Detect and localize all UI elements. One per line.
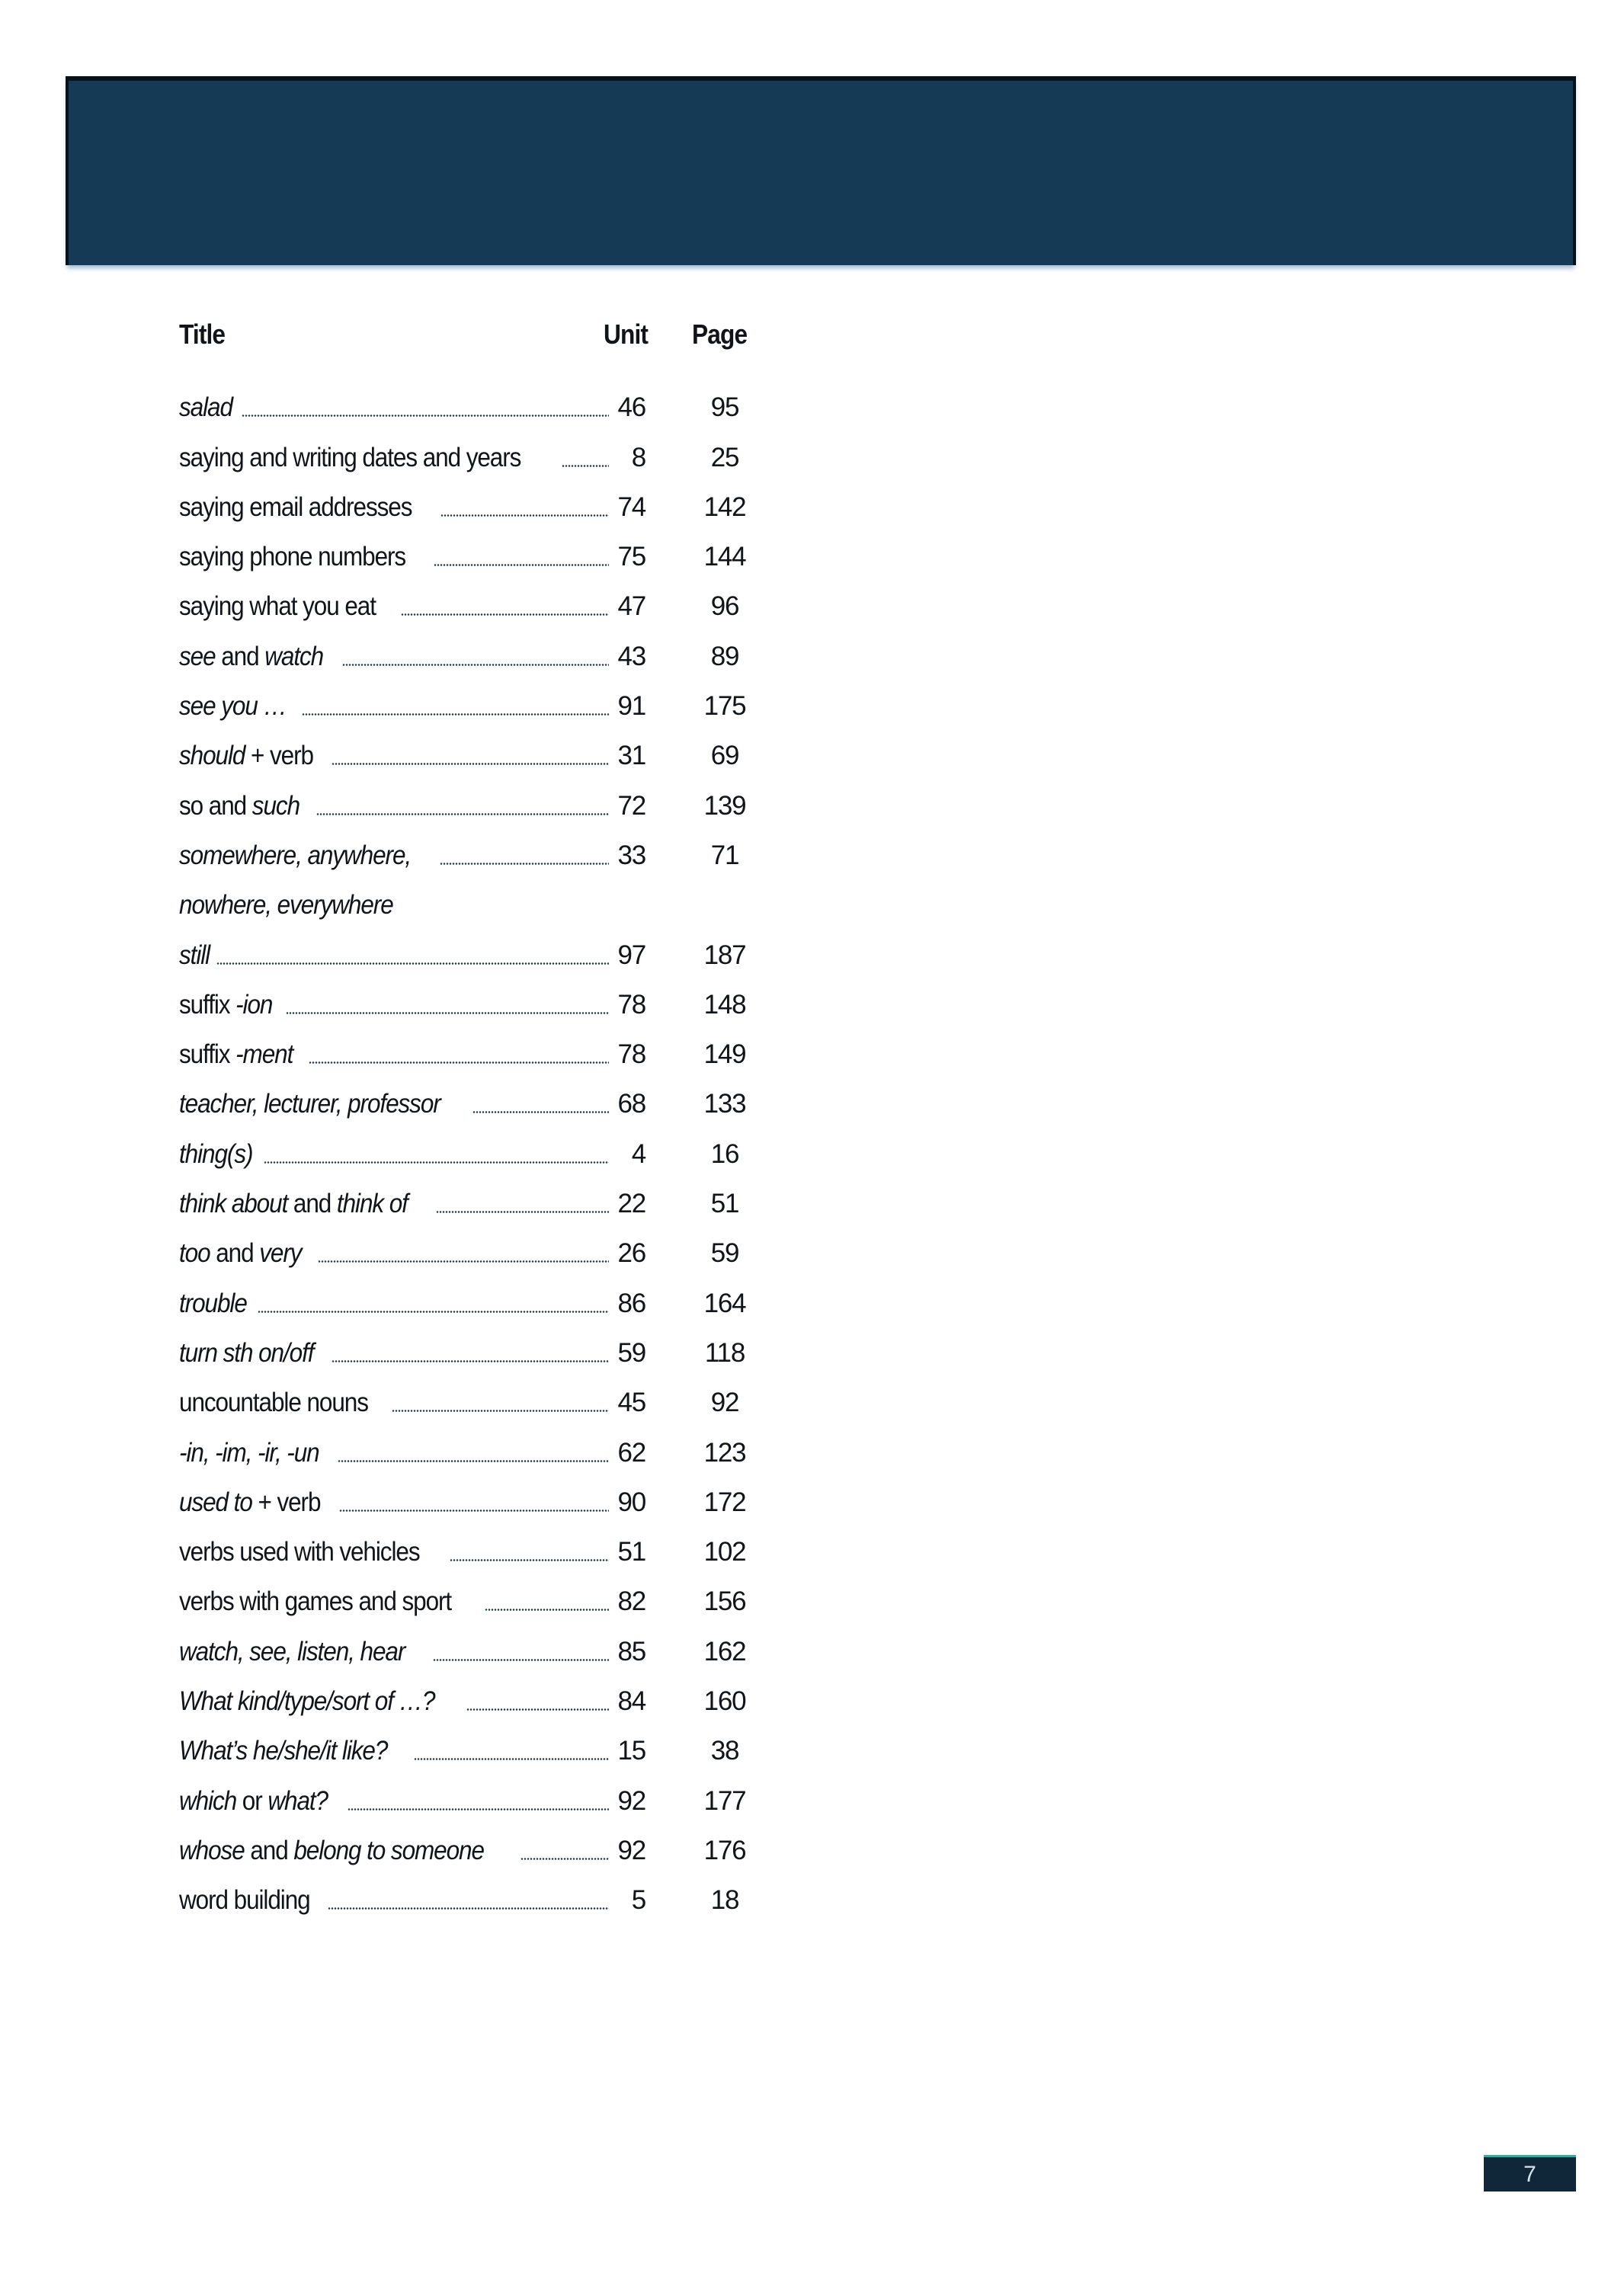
entry-title-italic-segment: think of	[336, 1189, 408, 1219]
index-entry	[179, 1724, 758, 1774]
index-entry-line	[179, 890, 645, 928]
index-entry-line	[179, 840, 645, 879]
entry-title-italic-segment: somewhere, anywhere,	[179, 840, 412, 870]
entry-title-italic-segment: belong to someone	[293, 1835, 484, 1865]
dot-leader	[450, 1559, 609, 1561]
dot-leader	[258, 1311, 609, 1313]
column-header-title: Title	[179, 319, 226, 350]
index-entry-line	[179, 940, 645, 978]
index-entry-line	[179, 1189, 645, 1227]
entry-unit: 15	[617, 1736, 645, 1766]
index-entry-line	[179, 1686, 645, 1724]
dot-leader	[401, 613, 609, 616]
entry-page: 51	[710, 1189, 739, 1219]
entry-unit: 46	[617, 392, 645, 423]
index-entry	[179, 1276, 758, 1326]
entry-title-italic-segment: still	[179, 940, 210, 970]
entry-unit: 78	[617, 1039, 645, 1070]
index-entry-line	[179, 1438, 645, 1476]
index-entry	[179, 1874, 758, 1923]
dot-leader	[521, 1858, 609, 1860]
entry-title	[179, 741, 313, 771]
entry-title-italic-segment: such	[251, 790, 300, 821]
index-entry	[179, 1376, 758, 1426]
index-entry	[179, 381, 758, 431]
entry-page: 92	[710, 1388, 739, 1418]
dot-leader	[328, 1907, 609, 1910]
entry-unit: 22	[617, 1189, 645, 1219]
entry-title-segment: suffix	[179, 1039, 236, 1070]
index-entry-line	[179, 542, 645, 580]
entry-title	[179, 1388, 368, 1418]
dot-leader	[242, 415, 609, 417]
index-entry-line	[179, 1039, 645, 1077]
entry-page: 18	[710, 1885, 739, 1916]
index-entry	[179, 1675, 758, 1724]
entry-title	[179, 591, 376, 622]
entry-unit: 82	[617, 1586, 645, 1617]
entry-title	[179, 990, 272, 1020]
entry-title-italic-segment: what?	[267, 1785, 328, 1816]
entry-title	[179, 1039, 293, 1070]
entry-title-italic-segment: used to	[179, 1487, 252, 1517]
index-entry	[179, 530, 758, 580]
index-entry	[179, 1774, 758, 1823]
entry-page: 149	[703, 1039, 746, 1070]
index-entry-line	[179, 1487, 645, 1526]
entry-title	[179, 791, 299, 821]
entry-page: 172	[703, 1487, 746, 1517]
entry-page: 69	[710, 741, 739, 771]
dot-leader	[440, 514, 609, 517]
index-entry	[179, 1476, 758, 1526]
index-entry-line	[179, 1238, 645, 1276]
entry-title-segment: and	[287, 1189, 337, 1219]
entry-title	[179, 1338, 313, 1369]
entry-unit: 33	[617, 840, 645, 870]
entry-title-italic-segment: trouble	[179, 1288, 247, 1318]
entry-title	[179, 492, 412, 523]
entry-title-italic-segment: -ion	[235, 989, 273, 1020]
entry-page: 148	[703, 989, 746, 1020]
entry-title-italic-segment: salad	[179, 392, 232, 423]
index-entry-line	[179, 642, 645, 680]
index-entry-line	[179, 1289, 645, 1327]
entry-title-italic-segment: whose	[179, 1835, 245, 1865]
index-entry-line	[179, 1885, 645, 1923]
dot-leader	[348, 1808, 609, 1811]
dot-leader	[339, 1510, 609, 1512]
index-entry-line	[179, 1586, 645, 1625]
entry-title	[179, 1686, 434, 1717]
entry-title	[179, 1238, 301, 1269]
entry-title-italic-segment: turn sth on/off	[179, 1337, 314, 1368]
entry-title-segment: suffix	[179, 989, 236, 1020]
entry-title-italic-segment: too	[179, 1238, 210, 1269]
entry-title-segment: saying what you eat	[179, 591, 376, 622]
entry-title-segment: or	[236, 1785, 268, 1816]
entry-page: 164	[703, 1288, 746, 1318]
index-list	[179, 381, 758, 1923]
entry-unit: 85	[617, 1636, 645, 1666]
entry-title-italic-segment: very	[259, 1238, 302, 1269]
entry-title-italic-segment: see you …	[179, 691, 287, 722]
entry-title	[179, 1736, 387, 1766]
entry-page: 123	[703, 1437, 746, 1468]
dot-leader	[562, 465, 609, 467]
entry-title	[179, 940, 210, 971]
index-entry	[179, 779, 758, 828]
index-entry	[179, 1127, 758, 1177]
entry-title-segment: saying email addresses	[179, 491, 412, 522]
index-entry-line	[179, 791, 645, 829]
index-entry	[179, 431, 758, 480]
entry-title	[179, 1289, 247, 1319]
dot-leader	[216, 962, 609, 965]
dot-leader	[414, 1758, 609, 1760]
index-entry	[179, 829, 758, 879]
index-entry-line	[179, 1139, 645, 1177]
entry-title	[179, 642, 323, 672]
index-entry	[179, 1625, 758, 1674]
dot-leader	[316, 813, 609, 815]
entry-title	[179, 1089, 440, 1119]
index-entry	[179, 1426, 758, 1475]
dot-leader	[332, 1360, 609, 1362]
page-number-badge	[1484, 2155, 1576, 2192]
dot-leader	[318, 1260, 609, 1263]
entry-unit: 26	[617, 1238, 645, 1269]
entry-unit: 43	[617, 641, 645, 671]
entry-title	[179, 1836, 484, 1866]
entry-unit: 97	[617, 940, 645, 970]
index-entry-line	[179, 691, 645, 729]
page-number: 7	[1523, 2161, 1536, 2187]
index-entry-line	[179, 1736, 645, 1774]
entry-title-segment: verbs with games and sport	[179, 1586, 452, 1617]
dot-leader	[433, 1659, 609, 1661]
entry-title-italic-segment: think about	[179, 1189, 288, 1219]
entry-page: 176	[703, 1835, 746, 1865]
entry-title-italic-segment: What’s he/she/it like?	[179, 1736, 388, 1766]
index-entry-line	[179, 1338, 645, 1376]
index-entry	[179, 1077, 758, 1127]
dot-leader	[472, 1111, 609, 1113]
index-entry-line	[179, 492, 645, 530]
entry-title	[179, 1189, 408, 1219]
entry-title-italic-segment: -in, -im, -ir, -un	[179, 1437, 319, 1468]
header-band	[66, 76, 1576, 265]
dot-leader	[342, 664, 609, 666]
column-header-unit: Unit	[604, 319, 649, 350]
entry-title-segment: and	[203, 790, 252, 821]
dot-leader	[264, 1161, 609, 1164]
dot-leader	[485, 1609, 609, 1611]
entry-unit: 72	[617, 790, 645, 821]
entry-unit: 59	[617, 1337, 645, 1368]
entry-page: 16	[710, 1138, 739, 1169]
entry-title-italic-segment: should	[179, 741, 245, 771]
entry-unit: 92	[617, 1785, 645, 1816]
entry-title	[179, 1637, 405, 1667]
entry-page: 156	[703, 1586, 746, 1617]
dot-leader	[286, 1012, 609, 1014]
entry-unit: 51	[617, 1537, 645, 1567]
entry-title-segment: and	[215, 641, 265, 671]
index-entry-line	[179, 1836, 645, 1874]
entry-page: 71	[710, 840, 739, 870]
entry-unit: 62	[617, 1437, 645, 1468]
entry-title	[179, 1139, 252, 1170]
entry-title-segment: word building	[179, 1885, 310, 1916]
entry-title	[179, 890, 393, 920]
entry-title-italic-segment: thing(s)	[179, 1138, 253, 1169]
entry-title	[179, 691, 287, 722]
entry-page: 175	[703, 691, 746, 722]
entry-title	[179, 1537, 419, 1567]
entry-unit: 68	[617, 1089, 645, 1119]
entry-unit: 84	[617, 1686, 645, 1717]
entry-title-italic-segment: see	[179, 641, 216, 671]
index-entry-line	[179, 990, 645, 1028]
entry-page: 187	[703, 940, 746, 970]
index-entry	[179, 1824, 758, 1874]
index-entry	[179, 1227, 758, 1276]
entry-title-italic-segment: What kind/type/sort of …?	[179, 1686, 435, 1717]
entry-title	[179, 1487, 320, 1518]
entry-title	[179, 1885, 310, 1916]
entry-unit: 78	[617, 989, 645, 1020]
entry-title	[179, 542, 405, 572]
dot-leader	[466, 1708, 609, 1711]
entry-title-segment: saying phone numbers	[179, 542, 406, 572]
index-entry	[179, 1526, 758, 1575]
entry-unit: 31	[617, 741, 645, 771]
column-header-page: Page	[692, 319, 748, 350]
entry-title-segment: uncountable nouns	[179, 1388, 368, 1418]
entry-unit: 75	[617, 542, 645, 572]
entry-unit: 92	[617, 1835, 645, 1865]
index-entry-line	[179, 1388, 645, 1426]
entry-unit: 5	[631, 1885, 645, 1916]
entry-page: 118	[704, 1337, 745, 1368]
index-entry	[179, 680, 758, 729]
dot-leader	[332, 763, 609, 765]
entry-title	[179, 1586, 451, 1617]
index-entry	[179, 580, 758, 629]
entry-page: 102	[703, 1537, 746, 1567]
index-entry-line	[179, 1786, 645, 1824]
entry-unit: 86	[617, 1288, 645, 1318]
index-entry	[179, 729, 758, 779]
entry-title-segment: verbs used with vehicles	[179, 1537, 420, 1567]
entry-page: 59	[710, 1238, 739, 1269]
entry-title	[179, 392, 232, 423]
index-entry-continuation	[179, 879, 758, 928]
index-entry	[179, 481, 758, 530]
entry-title-italic-segment: -ment	[235, 1039, 293, 1070]
entry-page: 142	[703, 491, 746, 522]
entry-title	[179, 1786, 328, 1817]
entry-page: 25	[710, 442, 739, 472]
index-entry	[179, 1575, 758, 1625]
entry-unit: 74	[617, 491, 645, 522]
entry-page: 162	[703, 1636, 746, 1666]
entry-unit: 45	[617, 1388, 645, 1418]
index-entry	[179, 1177, 758, 1227]
entry-title-segment: and	[244, 1835, 294, 1865]
entry-title-segment: saying and writing dates and years	[179, 442, 521, 472]
dot-leader	[440, 863, 609, 865]
entry-title-segment: + verb	[245, 741, 313, 771]
entry-page: 38	[710, 1736, 739, 1766]
index-entry	[179, 978, 758, 1028]
entry-page: 160	[703, 1686, 746, 1717]
entry-title	[179, 1438, 319, 1468]
index-entry-line	[179, 1089, 645, 1127]
entry-title-italic-segment: watch	[264, 641, 324, 671]
entry-page: 89	[710, 641, 739, 671]
dot-leader	[434, 564, 609, 566]
dot-leader	[338, 1460, 609, 1462]
entry-unit: 4	[631, 1138, 645, 1169]
index-entry	[179, 1028, 758, 1077]
index-entry	[179, 629, 758, 679]
index-entry-line	[179, 591, 645, 629]
dot-leader	[436, 1211, 609, 1213]
dot-leader	[302, 713, 609, 716]
entry-title-italic-segment: nowhere, everywhere	[179, 890, 393, 920]
entry-unit: 90	[617, 1487, 645, 1517]
entry-title	[179, 840, 411, 871]
index-entry	[179, 1327, 758, 1376]
dot-leader	[309, 1061, 609, 1064]
entry-title-segment: + verb	[251, 1487, 321, 1517]
entry-page: 133	[703, 1089, 746, 1119]
entry-unit: 91	[617, 691, 645, 722]
index-entry-line	[179, 1537, 645, 1575]
dot-leader	[392, 1410, 609, 1412]
entry-unit: 8	[631, 442, 645, 472]
entry-page: 177	[703, 1785, 746, 1816]
entry-page: 96	[710, 591, 739, 622]
entry-page: 139	[703, 790, 746, 821]
index-entry-line	[179, 741, 645, 779]
entry-page: 144	[703, 542, 746, 572]
entry-title-italic-segment: teacher, lecturer, professor	[179, 1089, 440, 1119]
entry-title	[179, 443, 521, 473]
entry-title-segment: and	[210, 1238, 260, 1269]
index-entry-line	[179, 392, 645, 431]
index-entry-line	[179, 1637, 645, 1675]
entry-page: 95	[710, 392, 739, 423]
entry-title-italic-segment: watch, see, listen, hear	[179, 1636, 405, 1666]
entry-unit: 47	[617, 591, 645, 622]
entry-title-segment: so	[179, 790, 203, 821]
index-entry-line	[179, 443, 645, 481]
entry-title-italic-segment: which	[179, 1785, 237, 1816]
index-entry	[179, 928, 758, 978]
